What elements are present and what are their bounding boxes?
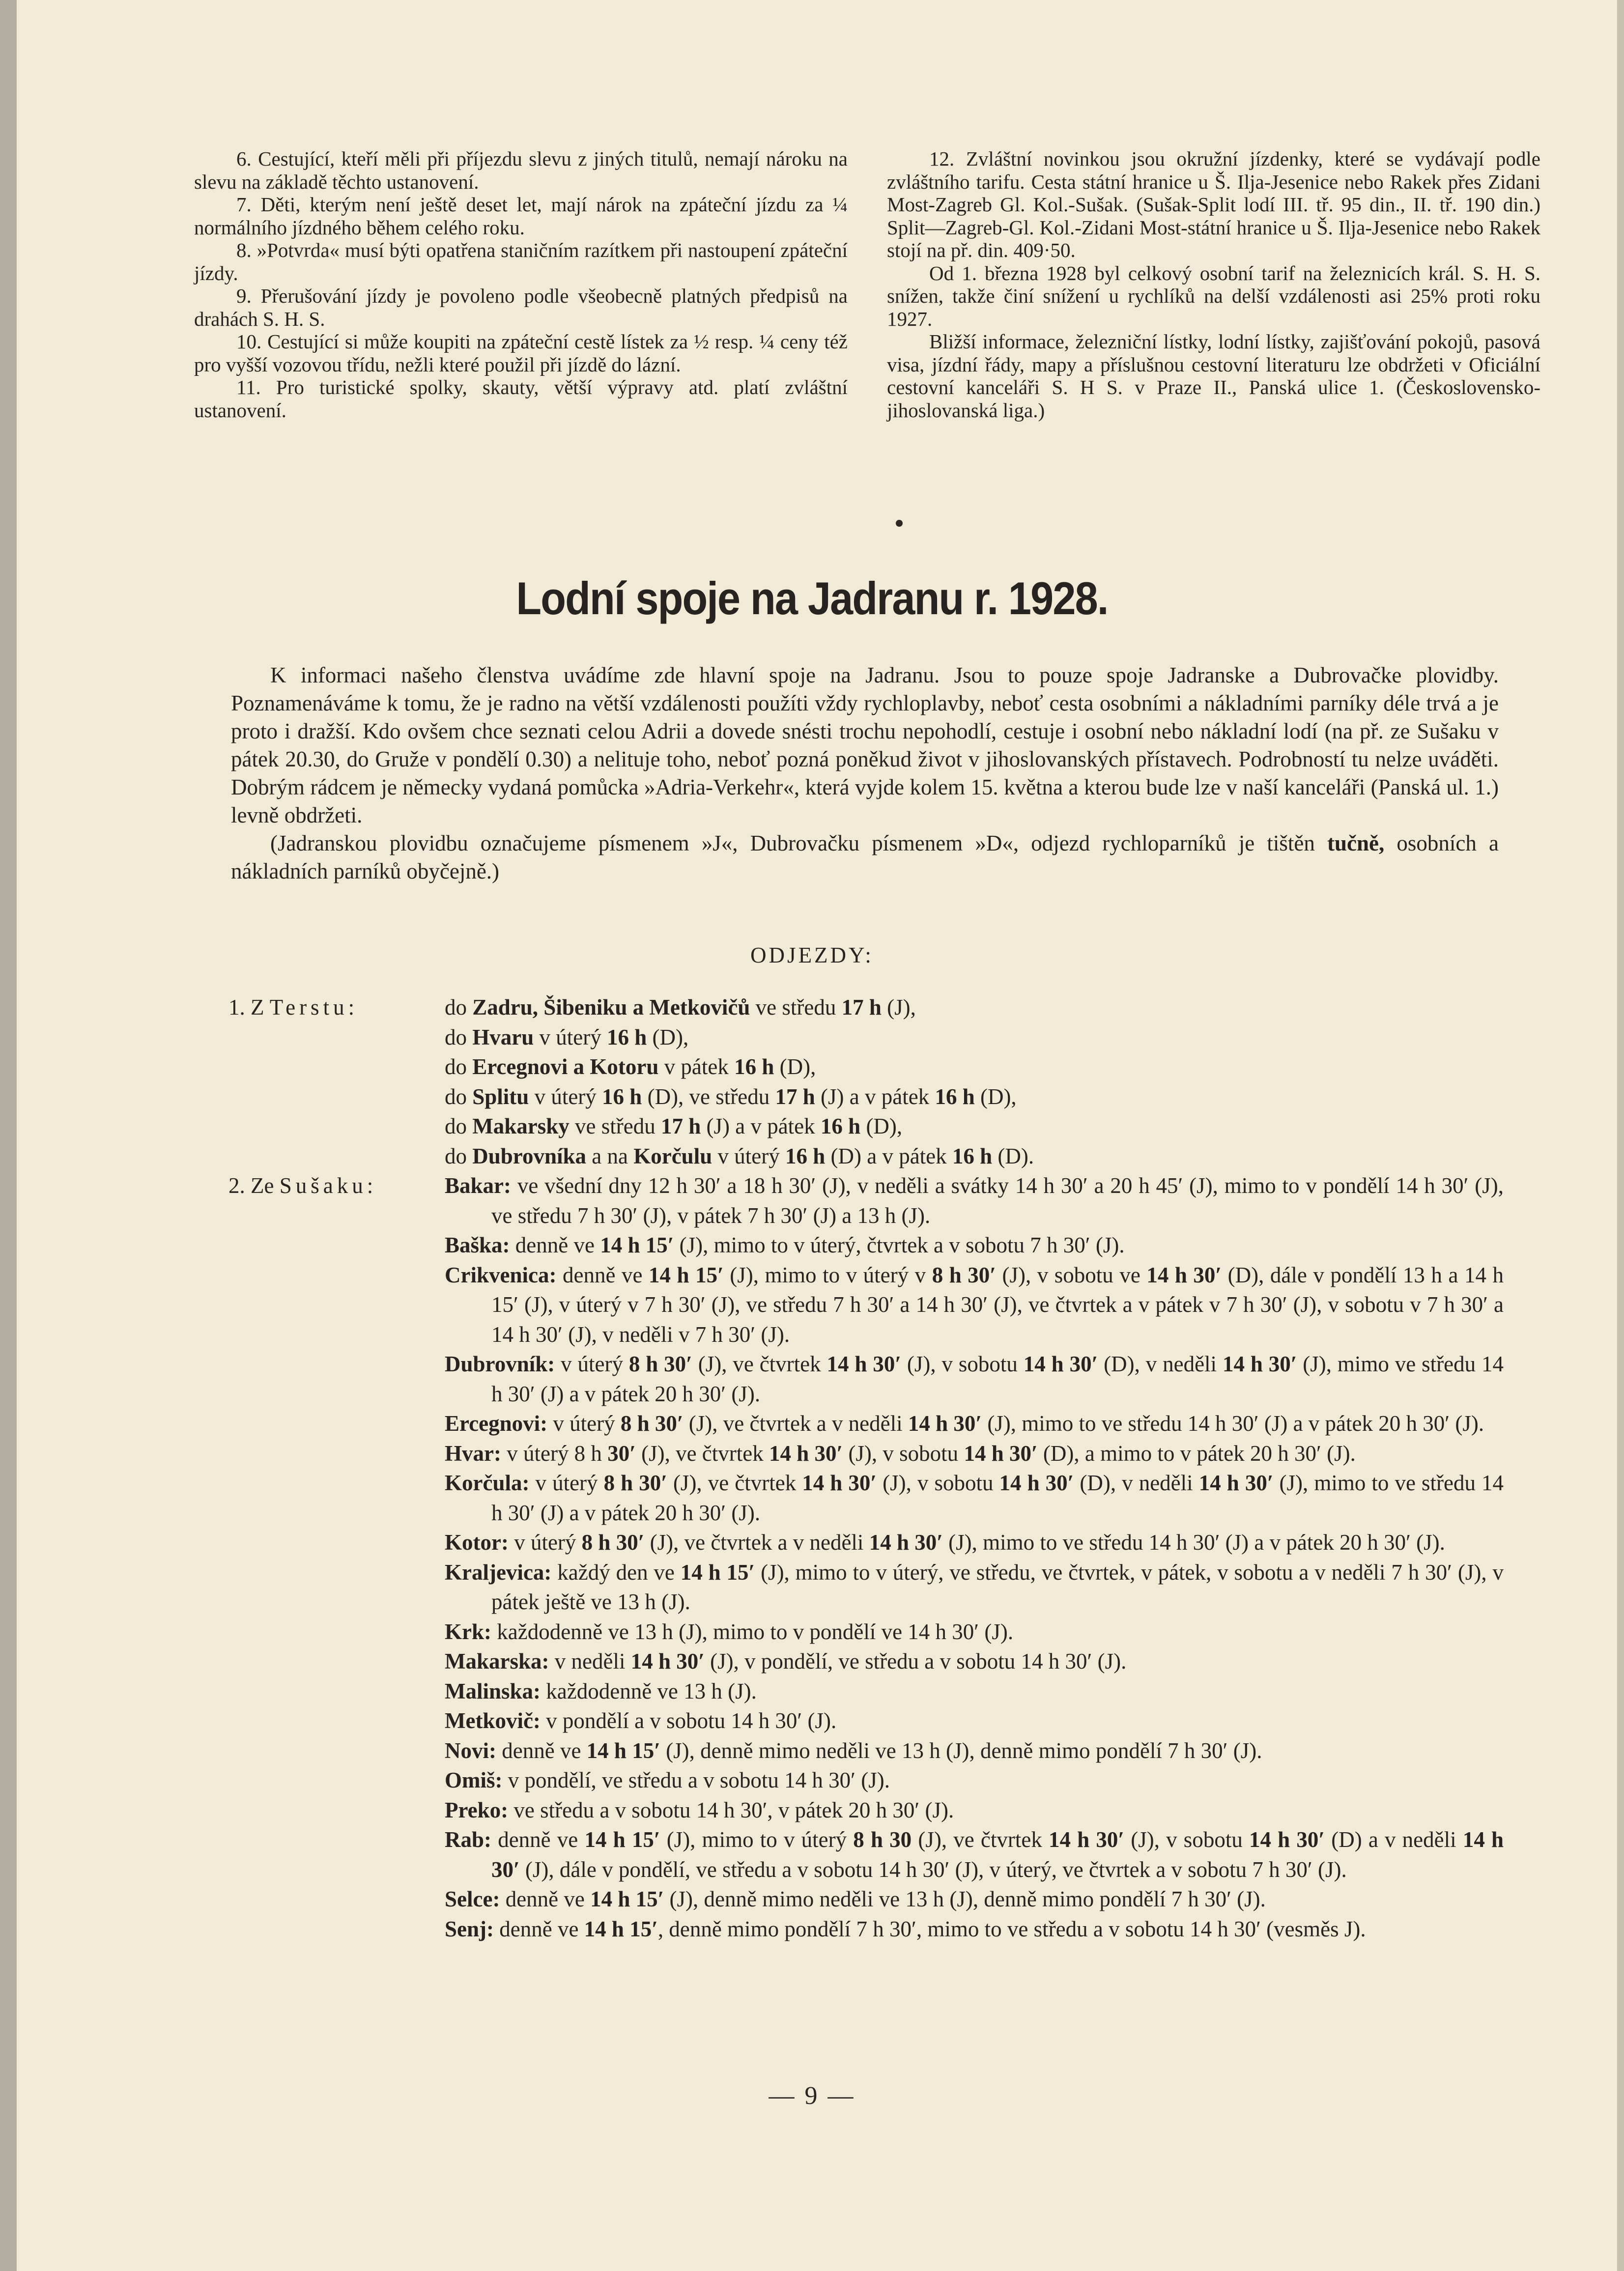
bold-time: 17 h	[660, 1114, 701, 1138]
text-run: v pondělí a v sobotu 14 h 30′ (J).	[540, 1708, 837, 1733]
text-run: v úterý	[547, 1411, 621, 1436]
text-run: (J), ve čtvrtek	[692, 1352, 827, 1376]
bold-time: 8 h 30′	[620, 1411, 684, 1436]
bold-time: 14 h 15′	[680, 1560, 755, 1585]
port-entry	[445, 1676, 1504, 1706]
text-run: v úterý	[534, 1024, 607, 1050]
text-run: (J), mimo to v úterý v	[723, 1262, 932, 1287]
text-run: (J), v sobotu	[901, 1352, 1024, 1376]
bold-time: 14 h 15′	[590, 1887, 664, 1911]
bold-time: 16 h	[820, 1114, 861, 1138]
route-line	[445, 1082, 1504, 1112]
port-name: Krk:	[445, 1619, 491, 1644]
bold-time: 14 h 15′	[600, 1233, 674, 1257]
bold-time: Hvaru	[472, 1024, 534, 1050]
text-run: ve středu	[750, 995, 842, 1020]
text-run: (J), mimo to ve středu 14 h 30′ (J) a v pátek 20 h 30′ (J).	[491, 1471, 1504, 1525]
bold-time: 8 h 30′	[603, 1471, 667, 1495]
text-run: (J), v sobotu ve	[996, 1262, 1147, 1287]
route-line	[445, 1141, 1504, 1171]
tariff-paragraph: Od 1. března 1928 byl celkový osobní tarif na železnicích král. S. H. S. snížen, takže činí snížení u rychlíků na delší vzdálenosti asi 25% proti roku 1927.	[887, 261, 1540, 330]
text-run: (J), ve čtvrtek a v neděli	[683, 1411, 908, 1436]
route-line	[445, 1052, 1504, 1082]
text-run: (D), dále v pondělí 13 h a 14 h 15′ (J), v úterý v 7 h 30′ (J), ve středu 7 h 30′ a 14 h 30′ (J), ve čtvrtek a v pátek v 7 h 30′ (J), v sobotu v 7 h 30′ a 14 h 30′ (J), v neděli v 7 h 30′ (J).	[491, 1262, 1504, 1347]
text-run: denně ve	[496, 1738, 587, 1763]
text-run: (J), ve čtvrtek	[667, 1471, 802, 1495]
text-run: (J), v sobotu	[1124, 1827, 1249, 1852]
rule-paragraph: 11. Pro turistické spolky, skauty, větší výpravy atd. platí zvláštní ustanovení.	[194, 376, 848, 422]
label-colon: :	[348, 995, 355, 1020]
rule-paragraph: 10. Cestující si může koupiti na zpáteční cestě lístek za ½ resp. ¼ ceny též pro vyšší vozovou třídu, nežli které použil při jízdě do lázní.	[194, 330, 848, 376]
text-run: (J), mimo to v úterý	[660, 1827, 854, 1852]
text-run: v úterý 8 h	[501, 1441, 608, 1466]
rule-paragraph: 7. Děti, kterým není ještě deset let, mají nárok na zpáteční jízdu za ¼ normálního jízdného během celého roku.	[194, 193, 848, 239]
bold-time: 14 h 30′	[802, 1471, 877, 1495]
legend-text: (Jadranskou plovidbu označujeme písmenem »J«, Dubrovačku písmenem »D«, odjezd rychloparníků je tištěn	[270, 831, 1328, 855]
text-run: v pondělí, ve středu a v sobotu 14 h 30′ (J).	[502, 1768, 890, 1792]
text-run: do	[445, 1114, 473, 1138]
bold-time: 16 h	[952, 1143, 993, 1168]
port-entry	[445, 1528, 1504, 1558]
rules-columns	[194, 147, 1540, 531]
port-name: Makarska:	[445, 1649, 549, 1674]
bold-time: Zadru, Šibeniku a Metkovičů	[472, 995, 750, 1020]
text-run: v úterý	[508, 1530, 582, 1555]
port-name: Senj:	[445, 1916, 494, 1941]
bold-time: 14 h 30′	[1049, 1827, 1125, 1852]
port-entry	[445, 1260, 1504, 1350]
section-label-susak	[228, 1171, 445, 1944]
text-run: (J), denně mimo neděli ve 13 h (J), denně mimo pondělí 7 h 30′ (J).	[664, 1887, 1266, 1911]
text-run: (D) a v neděli	[1325, 1827, 1463, 1852]
bold-time: 14 h 15′	[586, 1738, 660, 1763]
rule-paragraph: 9. Přerušování jízdy je povoleno podle všeobecně platných předpisů na drahách S. H. S.	[194, 284, 848, 330]
text-run: v pátek	[658, 1054, 735, 1079]
text-run: (J), mimo to v úterý, čtvrtek a v sobotu 7 h 30′ (J).	[674, 1233, 1125, 1257]
bold-time: 14 h 30′	[769, 1441, 843, 1466]
left-column	[194, 147, 848, 422]
port-name: Dubrovník:	[445, 1352, 555, 1376]
text-run: v neděli	[549, 1649, 631, 1674]
port-entry	[445, 1825, 1504, 1884]
bold-time: 14 h 30′	[1198, 1471, 1274, 1495]
text-run: v úterý	[555, 1352, 629, 1376]
port-name: Kotor:	[445, 1530, 509, 1555]
port-name: Baška:	[445, 1233, 510, 1257]
bold-time: 14 h 15′	[584, 1916, 658, 1941]
text-run: ve středu	[569, 1114, 661, 1138]
text-run: do	[445, 1054, 473, 1079]
port-entry	[445, 1468, 1504, 1528]
rule-paragraph: 12. Zvláštní novinkou jsou okružní jízdenky, které se vydávají podle zvláštního tarifu. Cesta státní hranice u Š. Ilja-Jesenice nebo Rakek přes Zidani Most-Zagreb Gl. Kol.-Sušak. (Sušak-Split lodí III. tř. 95 din., II. tř. 190 din.) Split—Zagreb-Gl. Kol.-Zidani Most-státní hranice u Š. Ilja-Jesenice nebo Rakek stojí na př. din. 409·50.	[887, 147, 1540, 261]
port-name: Crikvenica:	[445, 1262, 557, 1287]
text-run: v úterý	[529, 1471, 604, 1495]
text-run: (J), mimo to ve středu 14 h 30′ (J) a v pátek 20 h 30′ (J).	[982, 1411, 1484, 1436]
bold-time: 14 h 30′	[999, 1471, 1074, 1495]
bold-time: 14 h 15′	[649, 1262, 724, 1287]
text-run: do	[445, 1084, 473, 1109]
text-run: (D), v neděli	[1074, 1471, 1199, 1495]
text-run: denně ve	[556, 1262, 649, 1287]
intro-text	[231, 661, 1499, 885]
bold-time: 14 h 30′	[1146, 1262, 1222, 1287]
text-run: (J) a v pátek	[815, 1084, 935, 1109]
text-run: (J), mimo ve středu 14 h 30′ (J) a v pátek 20 h 30′ (J).	[491, 1352, 1504, 1406]
text-run: ve středu a v sobotu 14 h 30′, v pátek 20 h 30′ (J).	[508, 1797, 954, 1822]
legend-text: osobních a nákladních parníků obyčejně.)	[231, 831, 1499, 883]
port-name: Bakar:	[445, 1173, 511, 1198]
text-run: (D), a mimo to v pátek 20 h 30′ (J).	[1037, 1441, 1356, 1466]
text-run: (J), v pondělí, ve středu a v sobotu 14 h 30′ (J).	[704, 1649, 1127, 1674]
page-right-edge	[1617, 0, 1624, 2271]
bold-time: 14 h 30′	[1249, 1827, 1325, 1852]
bold-time: 16 h	[734, 1054, 774, 1079]
port-entry	[445, 1795, 1504, 1825]
route-line	[445, 1111, 1504, 1141]
article-title: Lodní spoje na Jadranu r. 1928.	[516, 572, 1108, 624]
bold-time: 17 h	[775, 1084, 815, 1109]
bold-time: 14 h 30′	[869, 1530, 943, 1555]
port-entry	[445, 1171, 1504, 1230]
text-run: (D),	[974, 1084, 1017, 1109]
port-entry	[445, 1706, 1504, 1736]
port-name: Malinska:	[445, 1678, 541, 1703]
text-run: (D),	[774, 1054, 816, 1079]
bold-time: 8 h 30′	[628, 1352, 692, 1376]
bold-time: Korčulu	[633, 1143, 712, 1168]
text-run: (D), v neděli	[1098, 1352, 1223, 1376]
bold-time: Dubrovníka	[472, 1143, 587, 1168]
port-entry	[445, 1646, 1504, 1676]
label-city: Terstu	[269, 995, 348, 1020]
port-entry	[445, 1884, 1504, 1914]
text-run: v úterý	[712, 1143, 785, 1168]
page-number: — 9 —	[769, 2082, 855, 2110]
label-city: Sušaku	[279, 1173, 367, 1198]
port-entry	[445, 1617, 1504, 1647]
text-run: (J) a v pátek	[701, 1114, 821, 1138]
route-line	[445, 1022, 1504, 1052]
port-name: Omiš:	[445, 1768, 503, 1792]
bold-time: 30′	[607, 1441, 636, 1466]
bold-time: 17 h	[841, 995, 882, 1020]
port-entry	[445, 1409, 1504, 1439]
bold-time: 14 h 30′	[964, 1441, 1038, 1466]
port-name: Metkovič:	[445, 1708, 541, 1733]
bold-time: 14 h 15′	[584, 1827, 660, 1852]
page-binding-edge	[0, 0, 17, 2271]
text-run: (J), ve čtvrtek a v neděli	[644, 1530, 869, 1555]
text-run: (J), denně mimo neděli ve 13 h (J), denně mimo pondělí 7 h 30′ (J).	[660, 1738, 1262, 1763]
bold-time: 16 h	[606, 1024, 647, 1050]
text-run: (J), ve čtvrtek	[635, 1441, 769, 1466]
text-run: (D), ve středu	[642, 1084, 775, 1109]
bold-time: Makarsky	[472, 1114, 570, 1138]
bold-time: 14 h 30′	[1222, 1352, 1297, 1376]
text-run: denně ve	[510, 1233, 600, 1257]
text-run: (J), mimo to ve středu 14 h 30′ (J) a v pátek 20 h 30′ (J).	[942, 1530, 1445, 1555]
susak-entries	[445, 1171, 1504, 1944]
legend-bold-word: tučně,	[1327, 831, 1385, 855]
bold-time: 16 h	[935, 1084, 975, 1109]
bold-time: 8 h 30	[853, 1827, 912, 1852]
port-entry	[445, 1230, 1504, 1260]
text-run: do	[445, 995, 473, 1020]
port-name: Hvar:	[445, 1441, 501, 1466]
bold-time: 14 h 30′	[491, 1827, 1504, 1882]
text-run: a na	[586, 1143, 634, 1168]
text-run: , denně mimo pondělí 7 h 30′, mimo to ve středu a v sobotu 14 h 30′ (vesměs J).	[657, 1916, 1366, 1941]
bold-time: Splitu	[472, 1084, 529, 1109]
bold-time: 8 h 30′	[581, 1530, 645, 1555]
bold-time: 14 h 30′	[1023, 1352, 1098, 1376]
rule-paragraph: 6. Cestující, kteří měli při příjezdu slevu z jiných titulů, nemají nároku na slevu na základě těchto ustanovení.	[194, 147, 848, 193]
text-run: (J), dále v pondělí, ve středu a v sobotu 14 h 30′ (J), v úterý, ve čtvrtek a v sobotu 7 h 30′ (J).	[519, 1857, 1347, 1882]
text-run: do	[445, 1024, 473, 1050]
text-run: do	[445, 1143, 473, 1168]
route-line	[445, 993, 1504, 1022]
text-run: (J), ve čtvrtek	[912, 1827, 1049, 1852]
port-name: Korčula:	[445, 1471, 530, 1495]
intro-paragraph: K informaci našeho členstva uvádíme zde hlavní spoje na Jadranu. Jsou to pouze spoje Jadranske a Dubrovačke plovidby. Poznamenáváme k tomu, že je radno na větší vzdálenosti použíti vždy rychloplavby, neboť cesta osobními a nákladními parníky déle trvá a je proto i dražší. Kdo ovšem chce seznati celou Adrii a dovede snésti trochu nepohodlí, cestuje i osobní nebo nákladní lodí (na př. ze Sušaku v pátek 20.30, do Gruže v pondělí 0.30) a nelituje toho, neboť pozná poněkud život v jihoslovanských přístavech. Podrobností tu nelze uváděti. Dobrým rádcem je německy vydaná pomůcka »Adria-Verkehr«, která vyjde kolem 15. května a kterou bude lze v naší kanceláři (Panská ul. 1.) levně obdržeti.	[231, 663, 1499, 827]
bold-time: 8 h 30′	[932, 1262, 996, 1287]
label-number: 1. Z	[228, 995, 270, 1020]
text-run: (J), v sobotu	[877, 1471, 999, 1495]
ink-dot	[896, 520, 903, 527]
text-run: (D).	[992, 1143, 1034, 1168]
text-run: (J),	[881, 995, 916, 1020]
text-run: ve všední dny 12 h 30′ a 18 h 30′ (J), v neděli a svátky 14 h 30′ a 20 h 45′ (J), mimo to v pondělí 14 h 30′ (J), ve středu 7 h 30′ (J), v pátek 7 h 30′ (J) a 13 h (J).	[491, 1173, 1504, 1228]
text-run: každý den ve	[551, 1560, 681, 1585]
susak-section	[228, 1171, 1504, 1944]
text-run: (D),	[647, 1024, 689, 1050]
port-name: Kraljevica:	[445, 1560, 552, 1585]
information-paragraph: Bližší informace, železniční lístky, lodní lístky, zajišťování pokojů, pasová visa, jízdní řády, mapy a příslušnou cestovní literaturu lze obdržeti v Oficiální cestovní kanceláři S. H S. v Praze II., Panská ulice 1. (Československo-jihoslovanská liga.)	[887, 330, 1540, 422]
text-run: v úterý	[529, 1084, 602, 1109]
bold-time: 16 h	[785, 1143, 826, 1168]
port-name: Novi:	[445, 1738, 496, 1763]
text-run: každodenně ve 13 h (J).	[541, 1678, 757, 1703]
rule-paragraph: 8. »Potvrda« musí býti opatřena staničním razítkem při nastoupení zpáteční jízdy.	[194, 239, 848, 284]
text-run: denně ve	[491, 1827, 585, 1852]
port-name: Ercegnovi:	[445, 1411, 548, 1436]
trieste-section	[228, 993, 1504, 1171]
bold-time: Ercegnovi a Kotoru	[472, 1054, 659, 1079]
legend-paragraph	[231, 829, 1499, 885]
port-entry	[445, 1439, 1504, 1469]
port-entry	[445, 1914, 1504, 1944]
bold-time: 14 h 30′	[908, 1411, 982, 1436]
bold-time: 14 h 30′	[630, 1649, 705, 1674]
text-run: každodenně ve 13 h (J), mimo to v pondělí ve 14 h 30′ (J).	[491, 1619, 1014, 1644]
trieste-lines	[445, 993, 1504, 1171]
port-entry	[445, 1765, 1504, 1795]
text-run: (J), v sobotu	[843, 1441, 964, 1466]
text-run: denně ve	[500, 1887, 591, 1911]
departures-heading: ODJEZDY:	[750, 943, 874, 967]
departures-list	[228, 993, 1504, 1944]
port-name: Selce:	[445, 1887, 500, 1911]
text-run: (D) a v pátek	[825, 1143, 952, 1168]
text-run: denně ve	[494, 1916, 584, 1941]
port-entry	[445, 1558, 1504, 1617]
text-run: (J), mimo to v úterý, ve středu, ve čtvrtek, v pátek, v sobotu a v neděli 7 h 30′ (J), v pátek ještě ve 13 h (J).	[491, 1560, 1504, 1614]
port-entry	[445, 1349, 1504, 1409]
bold-time: 16 h	[602, 1084, 642, 1109]
bold-time: 14 h 30′	[826, 1352, 901, 1376]
port-name: Preko:	[445, 1797, 509, 1822]
port-entry	[445, 1736, 1504, 1766]
right-column	[887, 147, 1540, 422]
port-name: Rab:	[445, 1827, 492, 1852]
section-label-trieste	[228, 993, 445, 1171]
text-run: (D),	[860, 1114, 903, 1138]
label-number: 2. Ze	[228, 1173, 280, 1198]
label-colon: :	[367, 1173, 373, 1198]
